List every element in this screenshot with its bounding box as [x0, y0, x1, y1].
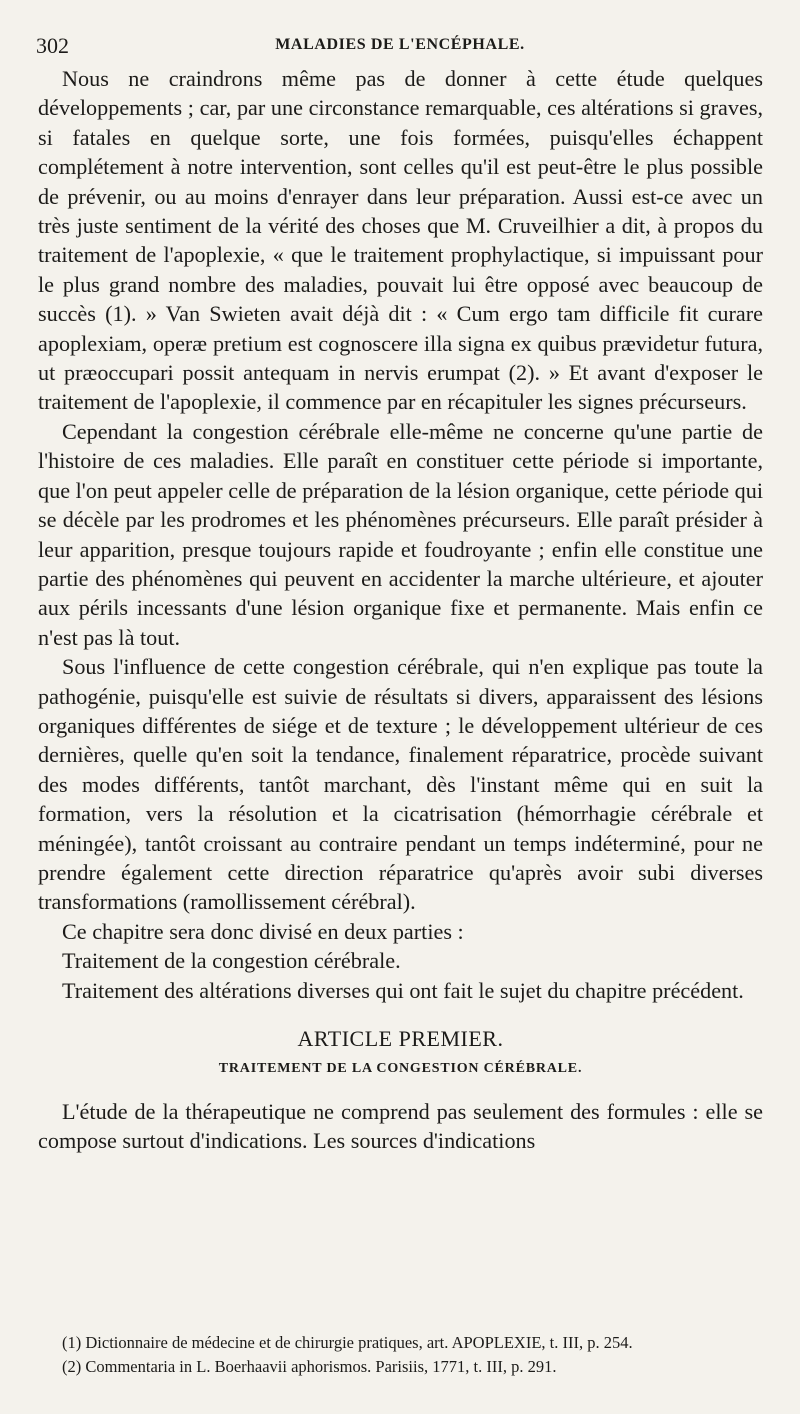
main-text — [38, 64, 763, 1156]
paragraph-5: Traitement de la congestion cérébrale. — [62, 948, 401, 974]
running-head: MALADIES DE L'ENCÉPHALE. — [275, 36, 525, 53]
footnotes — [62, 1331, 772, 1379]
footnote-2: (2) Commentaria in L. Boerhaavii aphorismos. Parisiis, 1771, t. III, p. 291. — [62, 1357, 557, 1376]
section-title: TRAITEMENT DE LA CONGESTION CÉRÉBRALE. — [218, 1061, 583, 1076]
paragraph-1: Nous ne craindrons même pas de donner à cette étude quelques développements ; car, par une circonstance remarquable, ces altérations si graves, si fatales en quelque sorte, une fois formées, puisqu'elles échappent complétement à notre intervention, sont celles qu'il est peut-être le plus possible de prévenir, ou au moins d'enrayer dans leur préparation. Aussi est-ce avec un très juste sentiment de la vérité des choses que M. Cruveilhier a dit, à propos du traitement de l'apoplexie, « que le traitement prophylactique, si impuissant pour le plus grand nombre des maladies, pouvait lui être opposé avec beaucoup de succès (1). » Van Swieten avait déjà dit : « Cum ergo tam difficile fit curare apoplexiam, operæ pretium est cognoscere illa signa ex quibus prævidetur futura, ut præoccupari possit antequam in nervis erumpat (2). » Et avant d'exposer le traitement de l'apoplexie, il commence par en récapituler les signes précurseurs. — [38, 66, 763, 415]
page-number: 302 — [36, 33, 69, 58]
paragraph-6: Traitement des altérations diverses qui ont fait le sujet du chapitre précédent. — [62, 977, 744, 1003]
footnote-1: (1) Dictionnaire de médecine et de chirurgie pratiques, art. APOPLEXIE, t. III, p. 254. — [62, 1333, 633, 1352]
paragraph-2: Cependant la congestion cérébrale elle-même ne concerne qu'une partie de l'histoire de ces maladies. Elle paraît en constituer cette période si importante, que l'on peut appeler celle de préparation de la lésion organique, cette période qui se décèle par les prodromes et les phénomènes précurseurs. Elle paraît présider à leur apparition, presque toujours rapide et foudroyante ; enfin elle constitue une partie des phénomènes qui peuvent en accidenter la marche ultérieure, et ajouter aux périls incessants d'une lésion organique fixe et permanente. Mais enfin ce n'est pas là tout. — [38, 418, 763, 650]
paragraph-3: Sous l'influence de cette congestion cérébrale, qui n'en explique pas toute la pathogénie, puisqu'elle est suivie de résultats si divers, apparaissent des lésions organiques différentes de siége et de texture ; le développement ultérieur de ces dernières, quelle qu'en soit la tendance, finalement réparatrice, procède suivant des modes différents, tantôt marchant, dès l'instant même qui en suit la formation, vers la résolution et la cicatrisation (hémorrhagie cérébrale et méningée), tantôt croissant au contraire pendant un temps indéterminé, pour ne prendre également cette direction réparatrice qu'après avoir subi diverses transformations (ramollissement cérébral). — [38, 654, 763, 915]
paragraph-4: Ce chapitre sera donc divisé en deux parties : — [62, 918, 464, 944]
article-title: ARTICLE PREMIER. — [297, 1026, 504, 1051]
paragraph-final: L'étude de la thérapeutique ne comprend pas seulement des formules : elle se compose surtout d'indications. Les sources d'indications — [38, 1099, 763, 1154]
page-header — [36, 33, 764, 61]
